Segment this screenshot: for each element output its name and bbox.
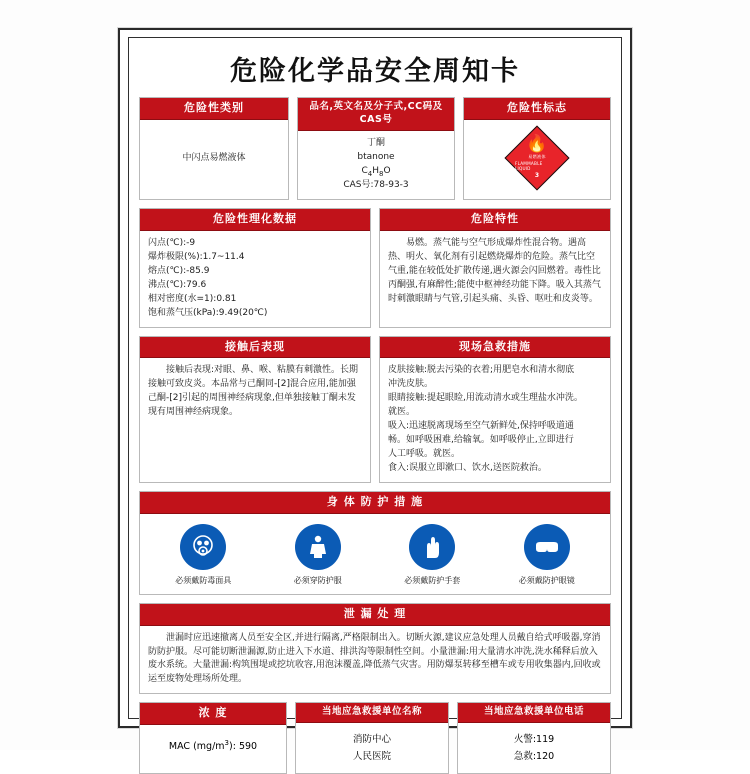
page-title: 危险化学品安全周知卡	[230, 56, 520, 87]
rescue-org-body	[296, 723, 448, 773]
safety-goggles-icon	[524, 524, 570, 570]
leak-header: 泄 漏 处 理	[140, 604, 610, 626]
identity-name-en: btanone	[357, 151, 395, 162]
identity-cas: CAS号:78-93-3	[343, 180, 409, 191]
protection-caption: 必须戴防护眼镜	[518, 575, 575, 585]
protective-suit-icon	[295, 524, 341, 570]
first-aid-line: 就医。	[388, 407, 416, 418]
hazard-category-box	[139, 97, 289, 200]
leak-body	[140, 626, 610, 694]
physchem-line: 饱和蒸气压(kPa):9.49(20℃)	[148, 307, 268, 318]
protection-caption: 必须穿防护服	[293, 575, 342, 585]
rescue-org-header: 当地应急救援单位名称	[296, 703, 448, 723]
first-aid-box	[379, 336, 611, 483]
rescue-tel-line: 火警:119	[513, 734, 555, 746]
hazard-symbol-label-cn: 易燃液体	[528, 153, 546, 159]
first-aid-line: 吸入:迅速脱离现场至空气新鲜处,保持呼吸道通	[388, 421, 574, 432]
physchem-line: 相对密度(水=1):0.81	[148, 293, 237, 304]
identity-box	[297, 97, 455, 200]
physchem-line: 沸点(℃):79.6	[148, 279, 207, 290]
rescue-org-line: 人民医院	[352, 751, 391, 763]
first-aid-body	[380, 358, 610, 482]
physchem-box	[139, 208, 371, 327]
protection-icon-list	[140, 514, 610, 594]
hazard-traits-box	[379, 208, 611, 327]
protection-caption: 必须戴防护手套	[404, 575, 461, 585]
row-leak	[139, 603, 611, 695]
hazard-category-header: 危险性类别	[140, 98, 288, 120]
flammable-liquid-icon	[464, 120, 610, 199]
physchem-body	[140, 231, 370, 327]
first-aid-line: 畅。如呼吸困难,给输氧。如呼吸停止,立即进行	[388, 435, 574, 446]
protective-gloves-icon	[409, 524, 455, 570]
gas-mask-icon	[180, 524, 226, 570]
identity-name-cn: 丁酮	[366, 137, 385, 148]
hazard-symbol-header: 危险性标志	[464, 98, 610, 120]
first-aid-header: 现场急救措施	[380, 337, 610, 359]
rescue-tel-header: 当地应急救援单位电话	[458, 703, 610, 723]
physchem-header: 危险性理化数据	[140, 209, 370, 231]
row-bottom	[139, 702, 611, 774]
first-aid-line: 食入:误服立即漱口、饮水,送医院救治。	[388, 462, 547, 473]
poster-inner-frame	[128, 37, 622, 763]
concentration-value: MAC $(mg/m^3)$: 590	[168, 739, 258, 753]
hazard-traits-text: 易燃。蒸气能与空气形成爆炸性混合物。遇高热、明火、氧化剂有引起燃烧爆炸的危险。蒸气比空气重,能在较低处扩散传递,遇火源会闪回燃着。毒性比丙酮强,有麻醉性;能使中枢神经功能下降。吸入其蒸气时刺激眼睛与气管,引起头痛、头昏、呕吐和皮炎等。	[388, 237, 601, 304]
hazard-class-number: 3	[534, 171, 540, 179]
row-physchem-traits	[139, 208, 611, 327]
protection-caption: 必须戴防毒面具	[175, 575, 232, 585]
protection-box	[139, 491, 611, 595]
rescue-org-line: 消防中心	[352, 734, 391, 746]
protection-item	[497, 524, 597, 586]
first-aid-line: 冲洗皮肤。	[388, 379, 434, 390]
physchem-line: 爆炸极限(%):1.7~11.4	[148, 251, 245, 262]
protection-header: 身 体 防 护 措 施	[140, 492, 610, 514]
rescue-tel-body	[458, 723, 610, 773]
protection-item	[268, 524, 368, 586]
physchem-line: 闪点(℃):-9	[148, 237, 196, 248]
rescue-org-box	[295, 702, 449, 774]
row-identity	[139, 97, 611, 200]
hazard-category-text: 中闪点易燃液体	[182, 153, 246, 164]
exposure-text: 接触后表现:对眼、鼻、喉、粘膜有刺激性。长期接触可致皮炎。本品常与己酮同-[2]混合应用,能加强己酮-[2]引起的周围神经病现象,但单独接触丁酮未发现有周围神经病现象。	[148, 365, 359, 418]
flame-icon: 🔥	[526, 133, 548, 154]
row-protection	[139, 491, 611, 595]
hazard-symbol-box	[463, 97, 611, 200]
exposure-box	[139, 336, 371, 483]
protection-item	[153, 524, 253, 586]
hazard-symbol-label-en: FLAMMABLE LIQUID	[515, 160, 543, 171]
leak-box	[139, 603, 611, 695]
first-aid-line: 人工呼吸。就医。	[388, 449, 461, 460]
diamond-shape	[504, 126, 569, 191]
leak-text: 泄漏时应迅速撤离人员至安全区,并进行隔离,严格限制出入。切断火源,建议应急处理人员戴自给式呼吸器,穿消防防护服。尽可能切断泄漏源,防止进入下水道、排洪沟等限制性空间。小量泄漏:用大量清水冲洗,洗水稀释后放入废水系统。大量泄漏:构筑围堤或挖坑收容,用泡沫覆盖,降低蒸气灾害。用防爆泵转移至槽车或专用收集器内,回收或运至废物处理场所处理。	[148, 632, 601, 685]
concentration-box	[139, 702, 287, 774]
hazard-traits-body	[380, 231, 610, 327]
rescue-tel-box	[457, 702, 611, 774]
protection-item	[382, 524, 482, 586]
row-exposure-firstaid	[139, 336, 611, 483]
rescue-tel-line: 急救:120	[513, 751, 555, 763]
concentration-header: 浓 度	[140, 703, 286, 725]
physchem-line: 熔点(℃):-85.9	[148, 265, 210, 276]
exposure-header: 接触后表现	[140, 337, 370, 359]
identity-header: 品名,英文名及分子式,CC码及CAS号	[298, 98, 454, 131]
first-aid-line: 眼睛接触:提起眼睑,用流动清水或生理盐水冲洗。	[388, 393, 583, 404]
exposure-body	[140, 358, 370, 482]
identity-formula: $C_4H_8O$	[361, 165, 391, 178]
identity-body	[298, 131, 454, 199]
hazard-traits-header: 危险特性	[380, 209, 610, 231]
first-aid-line: 皮肤接触:脱去污染的衣着;用肥皂水和清水彻底	[388, 365, 575, 376]
